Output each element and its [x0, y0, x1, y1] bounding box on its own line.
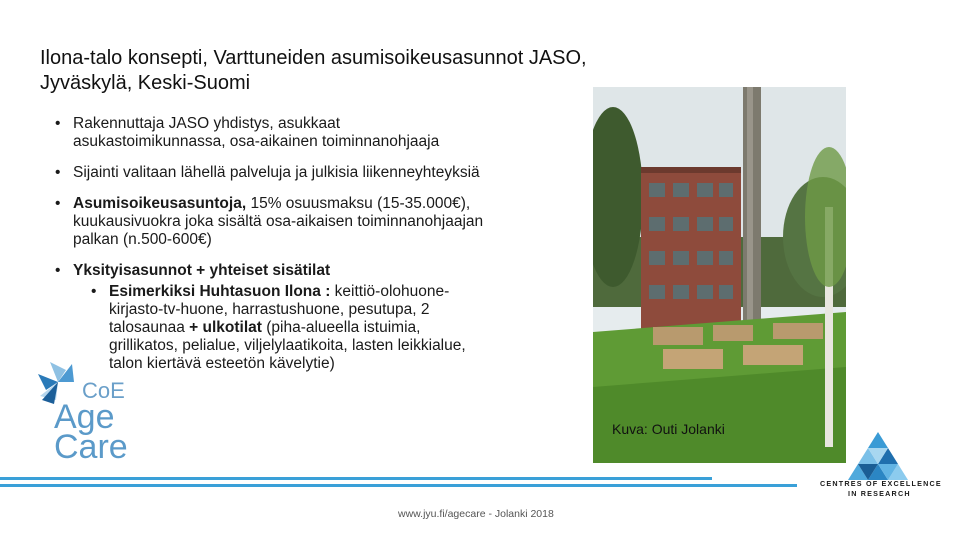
bullet-line: Sijainti valitaan lähellä palveluja ja julkisia liikenneyhteyksiä: [73, 164, 480, 181]
bullet-text: keittiö-olohuone-: [330, 283, 450, 300]
bullet-line: palkan (n.500-600€): [73, 231, 212, 248]
bullet-item: [55, 262, 575, 280]
bullet-text: 15% osuusmaksu (15-35.000€),: [246, 195, 471, 212]
bullet-bold-text: Yksityisasunnot + yhteiset sisätilat: [73, 262, 331, 279]
coe-line1: CENTRES OF EXCELLENCE: [820, 479, 942, 488]
bullet-bold-text: + ulkotilat: [189, 319, 262, 336]
bullet-marker: •: [55, 262, 61, 279]
bullet-item: [55, 115, 575, 151]
title-line-1: Ilona-talo konsepti, Varttuneiden asumisoikeusasunnot JASO,: [40, 47, 587, 69]
footer-text: www.jyu.fi/agecare - Jolanki 2018: [398, 508, 554, 520]
bullet-marker: •: [55, 115, 61, 132]
bullet-bold-text: Asumisoikeusasuntoja,: [73, 195, 247, 212]
divider-bar-bottom: [0, 484, 797, 487]
bullet-item: [55, 195, 575, 249]
bullet-item: [55, 164, 575, 182]
agecare-logo-graphic: [36, 360, 146, 460]
bullet-line: asukastoimikunnassa, osa-aikainen toiminnanohjaaja: [73, 133, 440, 150]
logo-coe-text: CoE: [82, 378, 125, 403]
divider-bar-top: [0, 477, 712, 480]
bullet-marker: •: [55, 195, 61, 212]
bullet-text: talosaunaa: [109, 319, 190, 336]
building-photo-image: [593, 87, 846, 463]
sub-bullet-item: [91, 283, 575, 373]
bullet-line: kuukausivuokra joka sisältä osa-aikaisen toiminnanohjaajan: [73, 213, 484, 230]
title-line-2: Jyväskylä, Keski-Suomi: [40, 72, 251, 94]
bullet-line: kirjasto-tv-huone, harrastushuone, pesutupa, 2: [109, 301, 430, 318]
bullet-text: grillikatos, pelialue, viljelylaatikoita, lasten leikkialue,: [109, 337, 466, 354]
bullet-line: Rakennuttaja JASO yhdistys, asukkaat: [73, 115, 341, 132]
triangle-mosaic-icon: [848, 432, 908, 480]
bullet-text: talon kiertävä esteetön kävelytie): [109, 355, 335, 372]
bullet-text: (piha-alueella istuimia,: [261, 319, 421, 336]
bullet-line: [109, 319, 575, 337]
bullet-marker: •: [91, 283, 97, 300]
photo-credit: Kuva: Outi Jolanki: [612, 421, 725, 437]
coe-logo-graphic: [818, 430, 948, 500]
building-photo: [593, 87, 846, 463]
coe-line2: IN RESEARCH: [848, 489, 911, 498]
bullet-marker: •: [55, 164, 61, 181]
coe-agecare-logo: [36, 360, 146, 460]
bullet-list: [55, 115, 575, 386]
centres-of-excellence-logo: [818, 430, 948, 500]
bullet-bold-text: Esimerkiksi Huhtasuon Ilona :: [109, 283, 331, 300]
logo-age-text: Age: [54, 398, 115, 436]
logo-care-text: Care: [54, 428, 128, 460]
